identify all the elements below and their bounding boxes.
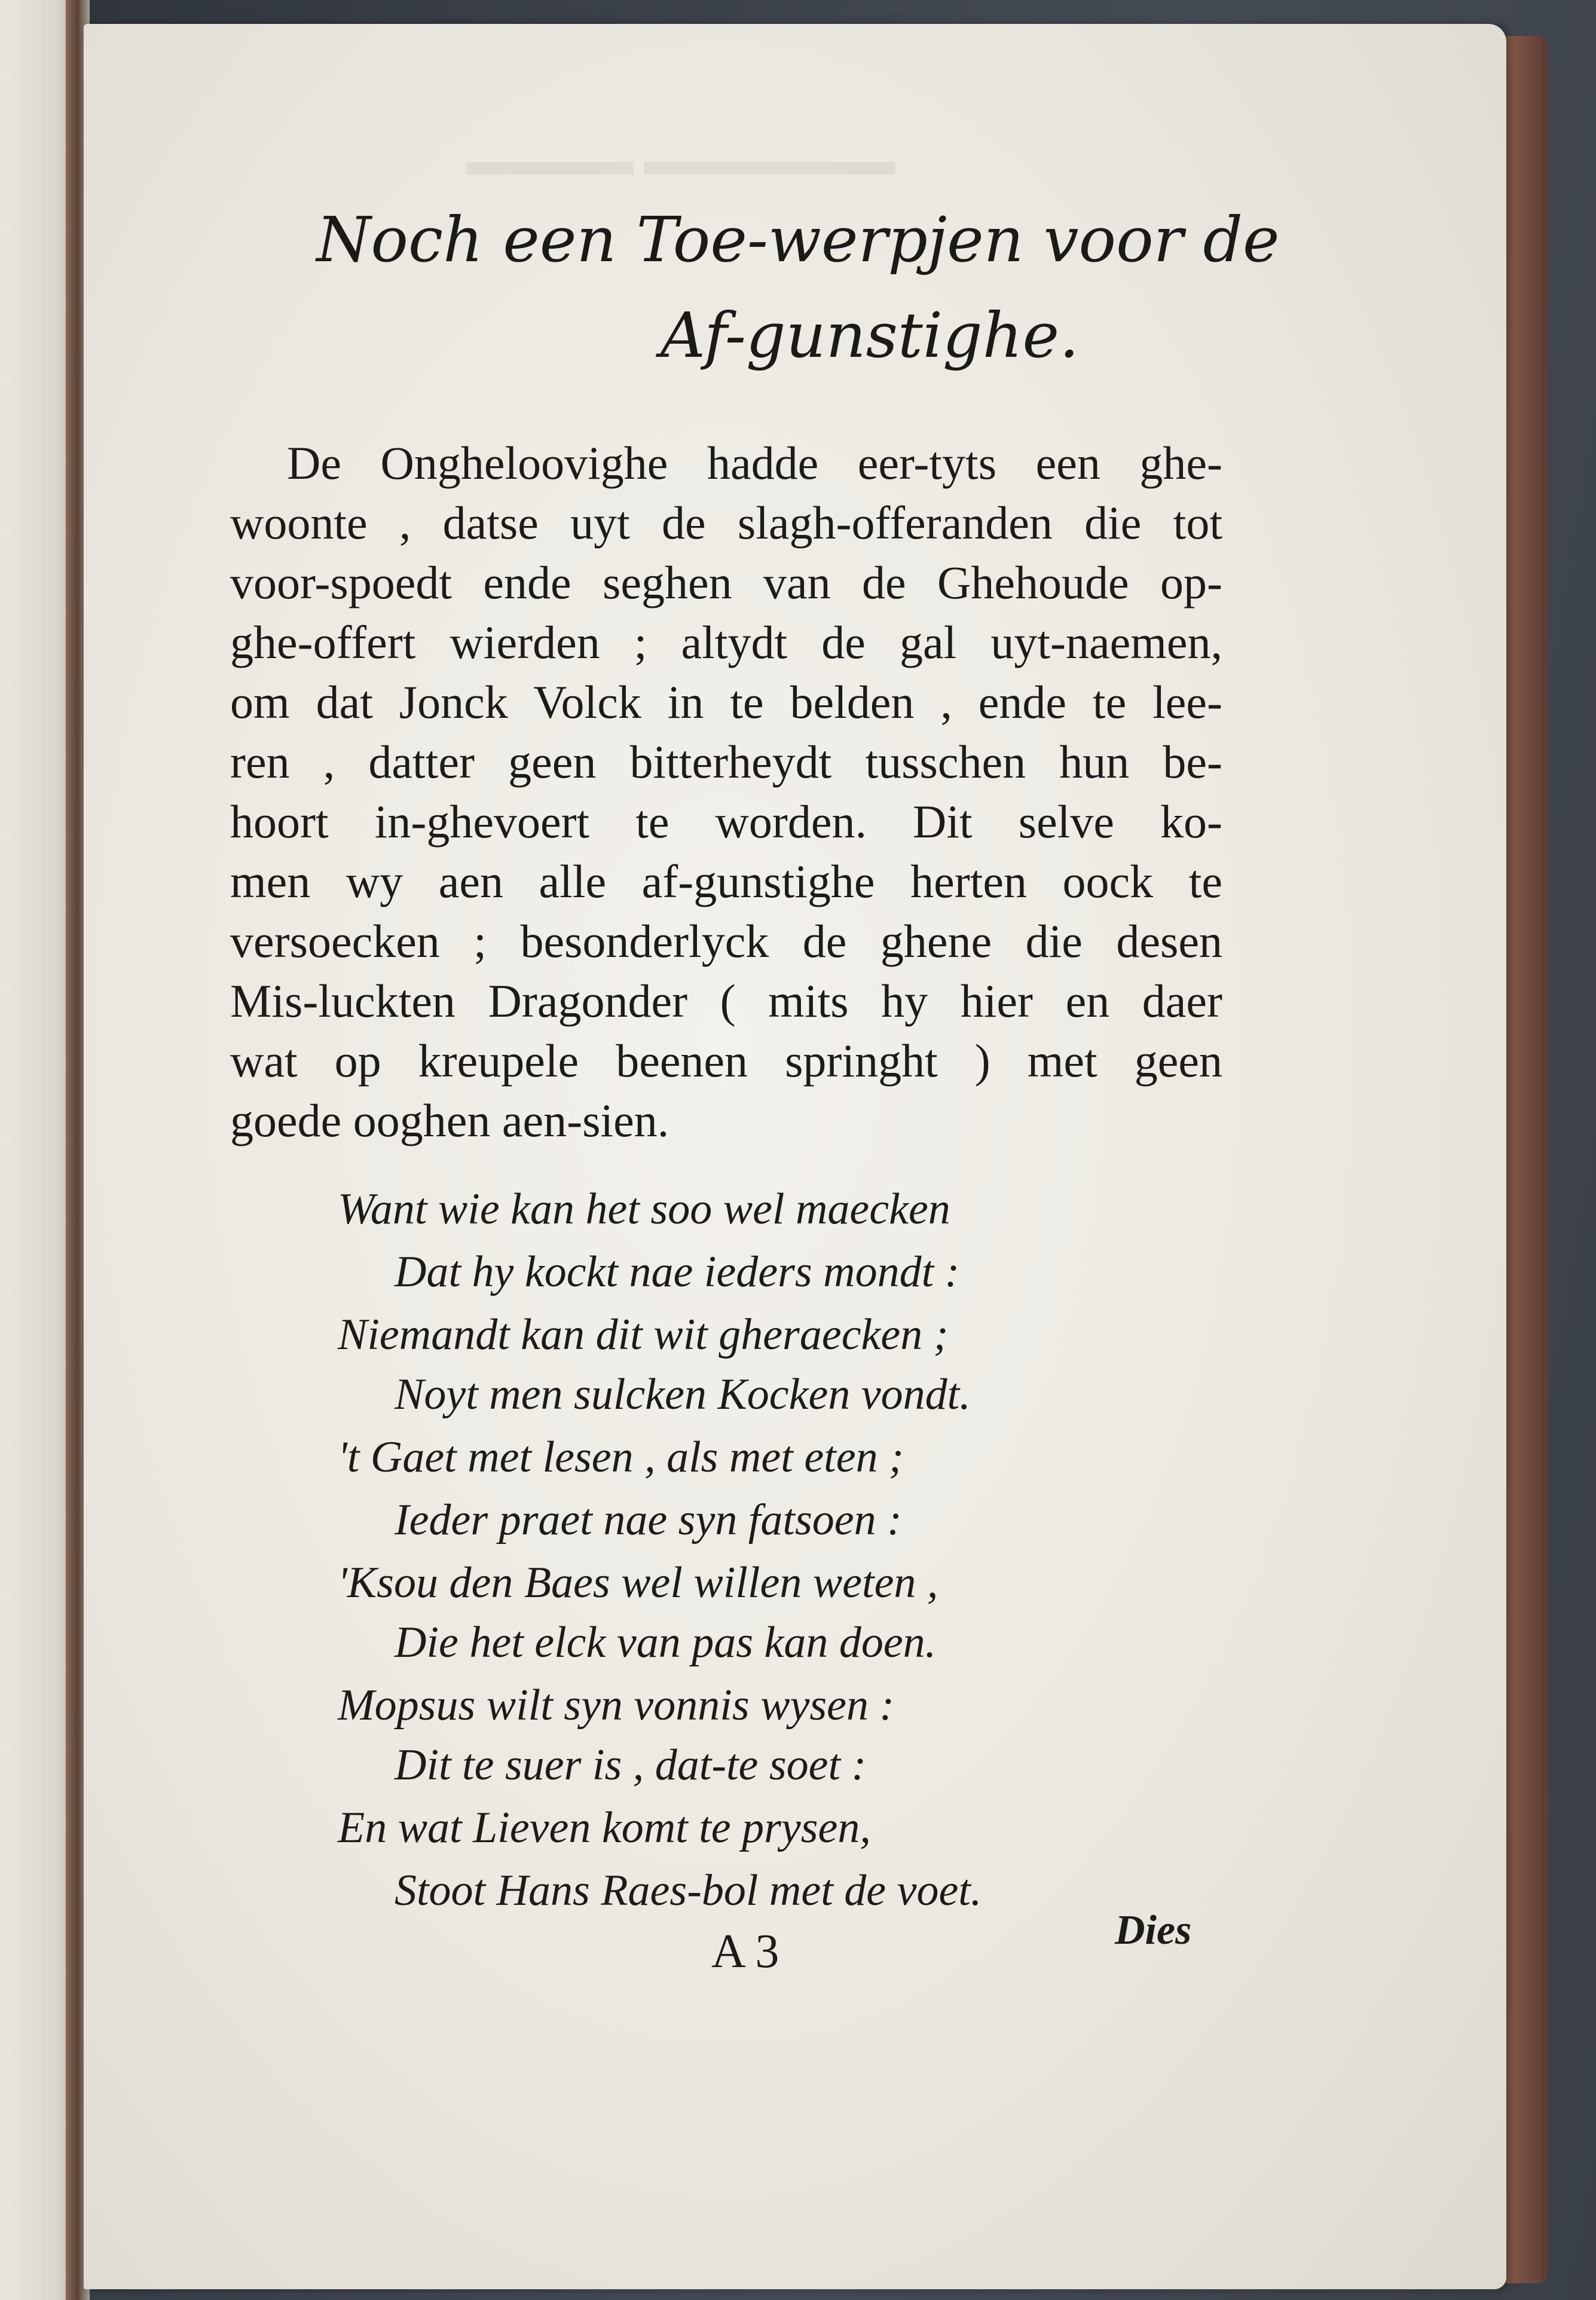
verse-line: Die het elck van pas kan doen. xyxy=(395,1618,937,1667)
prose-line: woonte , datse uyt de slagh-offeranden die tot xyxy=(230,497,1222,549)
prose-line: hoort in-ghevoert te worden. Dit selve ko- xyxy=(230,796,1222,848)
verse-line: Niemandt kan dit wit gheraecken ; xyxy=(338,1310,949,1359)
show-through: ▬▬▬▬ ▬▬▬▬▬▬ xyxy=(466,138,895,184)
prose-line: om dat Jonck Volck in te belden , ende te lee- xyxy=(230,676,1222,728)
verse-line: Noyt men sulcken Kocken vondt. xyxy=(395,1370,971,1419)
verse-line: Want wie kan het soo wel maecken xyxy=(338,1185,950,1234)
verse-line: Dat hy kockt nae ieders mondt : xyxy=(395,1247,960,1296)
prose-line: ren , datter geen bitterheydt tusschen hun be- xyxy=(230,736,1222,788)
prose-line: De Ongheloovighe hadde eer-tyts een ghe- xyxy=(287,437,1222,489)
prose-line: voor-spoedt ende seghen van de Ghehoude op- xyxy=(230,556,1222,608)
verse-line: En wat Lieven komt te prysen, xyxy=(338,1803,871,1852)
prose-line: versoecken ; besonderlyck de ghene die desen xyxy=(230,915,1222,967)
verse-line: Stoot Hans Raes-bol met de voet. xyxy=(395,1866,982,1915)
verse-line: Dit te suer is , dat-te soet : xyxy=(395,1741,867,1790)
page-heading-line-2: Af-gunstighe. xyxy=(660,299,1080,372)
prose-line: ghe-offert wierden ; altydt de gal uyt-naemen, xyxy=(230,616,1222,668)
prose-line: goede ooghen aen-sien. xyxy=(230,1094,669,1146)
verse-line: 't Gaet met lesen , als met eten ; xyxy=(338,1433,904,1482)
prose-line: Mis-luckten Dragonder ( mits hy hier en daer xyxy=(230,975,1222,1027)
catchword: Dies xyxy=(1115,1907,1192,1953)
prose-line: wat op kreupele beenen springht ) met geen xyxy=(230,1035,1222,1087)
signature-mark: A 3 xyxy=(711,1925,779,1978)
verse-line: Ieder praet nae syn fatsoen : xyxy=(395,1495,902,1544)
verse-line: 'Ksou den Baes wel willen weten , xyxy=(338,1558,938,1607)
verse-line: Mopsus wilt syn vonnis wysen : xyxy=(338,1681,895,1730)
prose-line: men wy aen alle af-gunstighe herten oock te xyxy=(230,855,1222,907)
page-heading-line-1: Noch een Toe-werpjen voor de xyxy=(316,203,1280,276)
